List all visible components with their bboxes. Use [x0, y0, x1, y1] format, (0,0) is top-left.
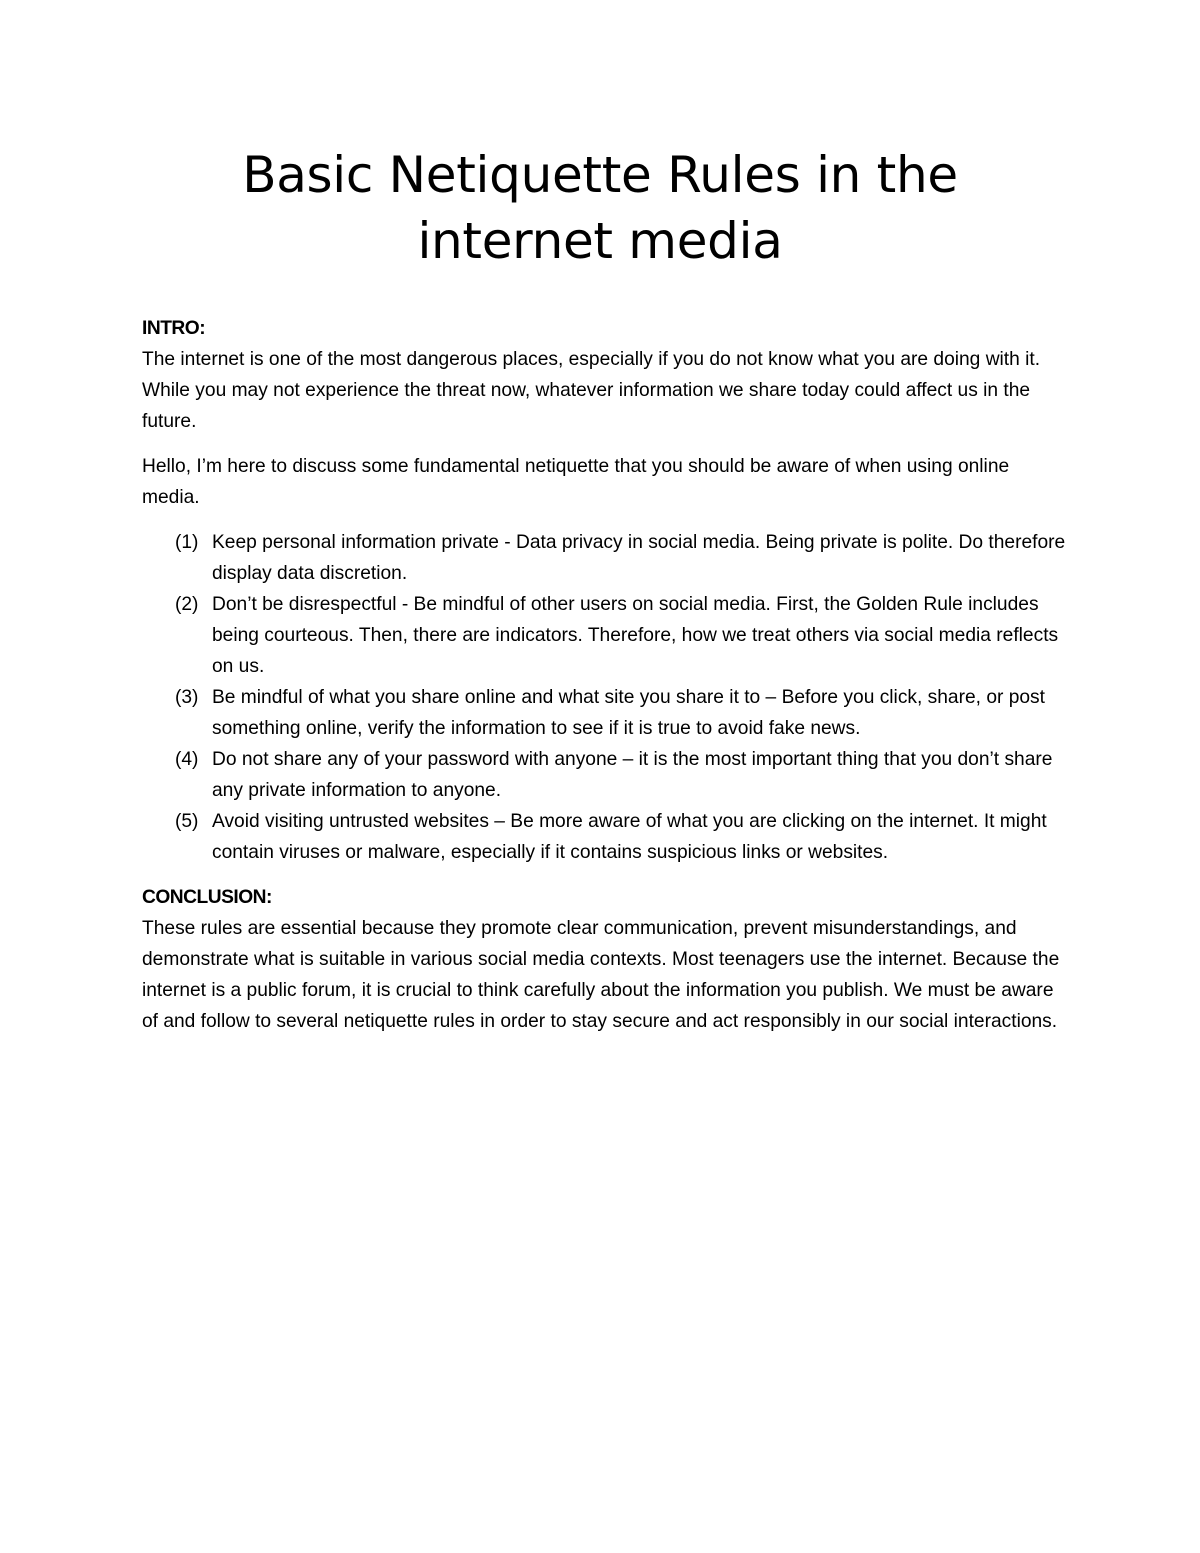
list-item-number: (3) — [175, 687, 199, 708]
list-item-number: (5) — [175, 811, 199, 832]
conclusion-section — [142, 882, 1072, 1037]
rules-list — [142, 527, 1072, 868]
list-item-number: (4) — [175, 749, 199, 770]
title-line-2: internet media — [417, 212, 783, 270]
list-item — [142, 682, 1072, 744]
list-item-text: Avoid visiting untrusted websites – Be more aware of what you are clicking on the internet. It might contain viruses or malware, especially if it contains suspicious links or websites. — [212, 811, 1047, 863]
list-item-text: Be mindful of what you share online and what site you share it to – Before you click, share, or post something online, verify the information to see if it is true to avoid fake news. — [212, 687, 1045, 739]
list-item-text: Don’t be disrespectful - Be mindful of other users on social media. First, the Golden Rule includes being courteous. Then, there are indicators. Therefore, how we treat others via social media reflects on us. — [212, 594, 1059, 677]
list-item — [142, 589, 1072, 682]
greeting-paragraph: Hello, I’m here to discuss some fundamental netiquette that you should be aware of when using online media. — [142, 456, 1010, 508]
list-item-number: (2) — [175, 594, 199, 615]
list-item-text: Keep personal information private - Data privacy in social media. Being private is polite. Do therefore display data discretion. — [212, 532, 1066, 584]
list-item — [142, 527, 1072, 589]
page-title — [0, 142, 1200, 274]
document-body — [142, 313, 1072, 1037]
conclusion-heading: CONCLUSION: — [142, 887, 272, 908]
list-item-text: Do not share any of your password with anyone – it is the most important thing that you don’t share any private information to anyone. — [212, 749, 1053, 801]
conclusion-paragraph: These rules are essential because they promote clear communication, prevent misunderstandings, and demonstrate what is suitable in various social media contexts. Most teenagers use the internet. Because the internet is a public forum, it is crucial to think carefully about the information you publish. We must be aware of and follow to several netiquette rules in order to stay secure and act responsibly in our social interactions. — [142, 918, 1060, 1032]
intro-section — [142, 313, 1072, 513]
title-line-1: Basic Netiquette Rules in the — [242, 146, 958, 204]
list-item — [142, 806, 1072, 868]
list-item — [142, 744, 1072, 806]
intro-paragraph: The internet is one of the most dangerous places, especially if you do not know what you are doing with it. While you may not experience the threat now, whatever information we share today could affect us in the future. — [142, 349, 1041, 432]
list-item-number: (1) — [175, 532, 199, 553]
intro-heading: INTRO: — [142, 318, 206, 339]
